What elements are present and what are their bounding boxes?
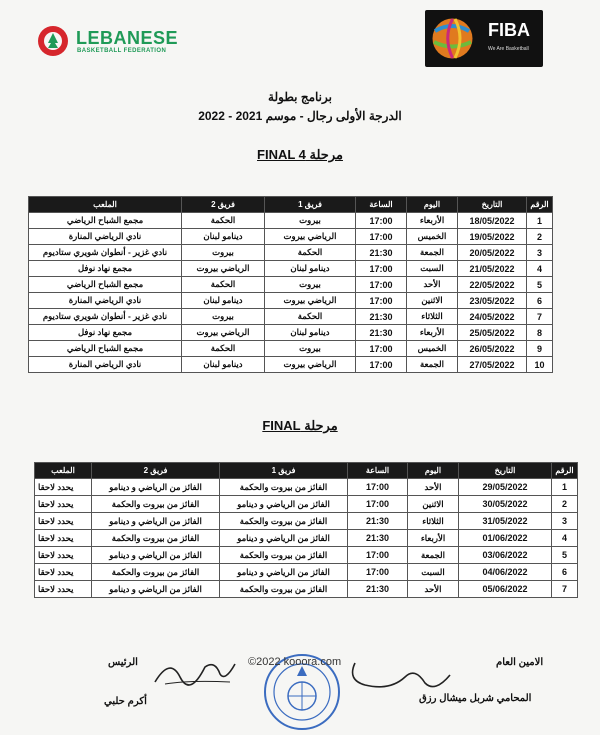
- table-row: [29, 229, 553, 245]
- cell-team1: الحكمة: [265, 309, 356, 325]
- final4-stage-title: مرحلة FINAL 4: [257, 147, 343, 162]
- cell-team1: الرياضي بيروت: [265, 229, 356, 245]
- cell-day: الجمعة: [407, 357, 458, 373]
- cell-team1: الرياضي بيروت: [265, 293, 356, 309]
- cell-team2: الفائز من بيروت والحكمة: [92, 530, 220, 547]
- fiba-ball-icon: [431, 17, 474, 60]
- cell-num: 4: [527, 261, 553, 277]
- president-signature: [150, 652, 240, 692]
- cell-num: 7: [552, 581, 578, 598]
- cell-date: 05/06/2022: [459, 581, 552, 598]
- table-row: [35, 547, 578, 564]
- col-header-day: اليوم: [407, 197, 458, 213]
- cell-team2: الفائز من الرياضي و دينامو: [92, 547, 220, 564]
- cell-date: 31/05/2022: [459, 513, 552, 530]
- cell-date: 27/05/2022: [458, 357, 527, 373]
- cell-venue: مجمع نهاد نوفل: [29, 325, 182, 341]
- cell-team1: دينامو لبنان: [265, 261, 356, 277]
- cell-date: 04/06/2022: [459, 564, 552, 581]
- cell-time: 17:00: [356, 341, 407, 357]
- cell-date: 03/06/2022: [459, 547, 552, 564]
- col-header-date: التاريخ: [459, 463, 552, 479]
- cell-date: 19/05/2022: [458, 229, 527, 245]
- cell-time: 17:00: [348, 479, 408, 496]
- cell-date: 26/05/2022: [458, 341, 527, 357]
- table-row: [29, 261, 553, 277]
- cell-team2: الرياضي بيروت: [182, 325, 265, 341]
- cell-team1: الحكمة: [265, 245, 356, 261]
- cell-num: 1: [527, 213, 553, 229]
- cell-day: الجمعة: [407, 245, 458, 261]
- president-name: أكرم حلبي: [104, 696, 147, 707]
- table-row: [29, 277, 553, 293]
- cell-team1: بيروت: [265, 341, 356, 357]
- table-header-row: [29, 197, 553, 213]
- cell-team1: الفائز من بيروت والحكمة: [220, 547, 348, 564]
- cell-num: 6: [527, 293, 553, 309]
- cell-venue: يحدد لاحقا: [35, 547, 92, 564]
- cell-time: 17:00: [356, 357, 407, 373]
- cell-team2: الحكمة: [182, 277, 265, 293]
- cell-day: الأربعاء: [407, 213, 458, 229]
- col-header-time: الساعة: [348, 463, 408, 479]
- cedar-ball-icon: [36, 24, 70, 58]
- table-row: [35, 496, 578, 513]
- cell-team2: بيروت: [182, 245, 265, 261]
- cell-day: السبت: [407, 261, 458, 277]
- cell-date: 18/05/2022: [458, 213, 527, 229]
- cell-team1: بيروت: [265, 213, 356, 229]
- cell-num: 3: [527, 245, 553, 261]
- cell-num: 5: [552, 547, 578, 564]
- cell-date: 21/05/2022: [458, 261, 527, 277]
- cell-team1: الرياضي بيروت: [265, 357, 356, 373]
- cell-day: الخميس: [407, 341, 458, 357]
- cell-venue: يحدد لاحقا: [35, 530, 92, 547]
- cell-num: 5: [527, 277, 553, 293]
- cell-team2: دينامو لبنان: [182, 357, 265, 373]
- cell-venue: نادي الرياضي المنارة: [29, 229, 182, 245]
- cell-team1: الفائز من الرياضي و دينامو: [220, 530, 348, 547]
- cell-date: 30/05/2022: [459, 496, 552, 513]
- cell-team1: الفائز من الرياضي و دينامو: [220, 496, 348, 513]
- cell-venue: مجمع الشباح الرياضي: [29, 341, 182, 357]
- cell-time: 21:30: [356, 245, 407, 261]
- fiba-tagline: We Are Basketball: [488, 46, 529, 52]
- cell-day: الأحد: [408, 581, 459, 598]
- cell-day: الثلاثاء: [408, 513, 459, 530]
- cell-day: الأربعاء: [407, 325, 458, 341]
- cell-team2: دينامو لبنان: [182, 293, 265, 309]
- cell-team1: دينامو لبنان: [265, 325, 356, 341]
- fiba-logo: [425, 10, 543, 67]
- table-row: [35, 564, 578, 581]
- col-header-team2: فريق 2: [92, 463, 220, 479]
- cell-time: 21:30: [356, 309, 407, 325]
- cell-team1: بيروت: [265, 277, 356, 293]
- cell-time: 17:00: [348, 496, 408, 513]
- fiba-name: FIBA: [488, 20, 530, 40]
- cell-venue: يحدد لاحقا: [35, 513, 92, 530]
- cell-num: 6: [552, 564, 578, 581]
- final4-schedule-table: [28, 196, 553, 373]
- cell-venue: مجمع الشباح الرياضي: [29, 213, 182, 229]
- cell-team1: الفائز من بيروت والحكمة: [220, 581, 348, 598]
- cell-team2: الفائز من الرياضي و دينامو: [92, 513, 220, 530]
- cell-team2: الحكمة: [182, 341, 265, 357]
- cell-day: الخميس: [407, 229, 458, 245]
- lebanese-federation-logo: [36, 22, 186, 60]
- cell-team1: الفائز من الرياضي و دينامو: [220, 564, 348, 581]
- cell-team2: الفائز من الرياضي و دينامو: [92, 479, 220, 496]
- col-header-num: الرقم: [527, 197, 553, 213]
- watermark: ©2022 kooora.com: [248, 656, 342, 668]
- cell-date: 29/05/2022: [459, 479, 552, 496]
- table-header-row: [35, 463, 578, 479]
- cell-time: 21:30: [348, 513, 408, 530]
- table-row: [35, 581, 578, 598]
- cell-date: 25/05/2022: [458, 325, 527, 341]
- cell-day: الأحد: [407, 277, 458, 293]
- cell-time: 17:00: [356, 261, 407, 277]
- cell-date: 20/05/2022: [458, 245, 527, 261]
- cell-team2: الفائز من الرياضي و دينامو: [92, 581, 220, 598]
- cell-num: 4: [552, 530, 578, 547]
- cell-day: الاثنين: [407, 293, 458, 309]
- cell-team2: بيروت: [182, 309, 265, 325]
- cell-venue: يحدد لاحقا: [35, 581, 92, 598]
- cell-time: 17:00: [356, 229, 407, 245]
- col-header-date: التاريخ: [458, 197, 527, 213]
- table-row: [29, 309, 553, 325]
- cell-venue: مجمع نهاد نوفل: [29, 261, 182, 277]
- cell-time: 17:00: [356, 213, 407, 229]
- col-header-venue: الملعب: [35, 463, 92, 479]
- table-row: [35, 479, 578, 496]
- col-header-day: اليوم: [408, 463, 459, 479]
- cell-team2: الرياضي بيروت: [182, 261, 265, 277]
- cell-date: 24/05/2022: [458, 309, 527, 325]
- cell-day: الثلاثاء: [407, 309, 458, 325]
- cell-venue: يحدد لاحقا: [35, 564, 92, 581]
- table-row: [29, 245, 553, 261]
- secretary-signature: [345, 655, 455, 695]
- cell-team2: الحكمة: [182, 213, 265, 229]
- table-row: [29, 293, 553, 309]
- cell-time: 17:00: [348, 547, 408, 564]
- president-title: الرئيس: [108, 657, 138, 668]
- cell-day: الأحد: [408, 479, 459, 496]
- cell-team2: دينامو لبنان: [182, 229, 265, 245]
- document-title: برنامج بطولة: [268, 90, 332, 104]
- cell-venue: يحدد لاحقا: [35, 479, 92, 496]
- cell-num: 10: [527, 357, 553, 373]
- cell-time: 21:30: [348, 530, 408, 547]
- cell-venue: نادي الرياضي المنارة: [29, 357, 182, 373]
- cell-team1: الفائز من بيروت والحكمة: [220, 479, 348, 496]
- final-stage-title: مرحلة FINAL: [262, 418, 338, 433]
- cell-date: 01/06/2022: [459, 530, 552, 547]
- col-header-venue: الملعب: [29, 197, 182, 213]
- table-row: [29, 341, 553, 357]
- cell-venue: يحدد لاحقا: [35, 496, 92, 513]
- cell-venue: نادي غزير - أنطوان شويري ستاديوم: [29, 309, 182, 325]
- cell-num: 2: [552, 496, 578, 513]
- table-row: [29, 325, 553, 341]
- table-row: [35, 530, 578, 547]
- cell-num: 7: [527, 309, 553, 325]
- cell-num: 9: [527, 341, 553, 357]
- cell-num: 3: [552, 513, 578, 530]
- cell-time: 21:30: [356, 325, 407, 341]
- final-schedule-table: [34, 462, 578, 598]
- cell-venue: مجمع الشباح الرياضي: [29, 277, 182, 293]
- secretary-title: الامين العام: [496, 657, 544, 668]
- cell-venue: نادي غزير - أنطوان شويري ستاديوم: [29, 245, 182, 261]
- table-row: [35, 513, 578, 530]
- document-subtitle: الدرجة الأولى رجال - موسم 2021 - 2022: [198, 109, 402, 123]
- cell-date: 23/05/2022: [458, 293, 527, 309]
- cell-time: 21:30: [348, 581, 408, 598]
- cell-num: 1: [552, 479, 578, 496]
- lbf-subtitle: BASKETBALL FEDERATION: [77, 48, 167, 54]
- cell-num: 8: [527, 325, 553, 341]
- cell-venue: نادي الرياضي المنارة: [29, 293, 182, 309]
- col-header-time: الساعة: [356, 197, 407, 213]
- cell-team1: الفائز من بيروت والحكمة: [220, 513, 348, 530]
- cell-team2: الفائز من بيروت والحكمة: [92, 496, 220, 513]
- secretary-name: المحامي شربل ميشال رزق: [419, 693, 532, 704]
- col-header-team2: فريق 2: [182, 197, 265, 213]
- col-header-team1: فريق 1: [265, 197, 356, 213]
- cell-day: الاثنين: [408, 496, 459, 513]
- cell-num: 2: [527, 229, 553, 245]
- cell-date: 22/05/2022: [458, 277, 527, 293]
- table-row: [29, 357, 553, 373]
- col-header-team1: فريق 1: [220, 463, 348, 479]
- cell-time: 17:00: [356, 277, 407, 293]
- cell-day: الأربعاء: [408, 530, 459, 547]
- cell-time: 17:00: [348, 564, 408, 581]
- table-row: [29, 213, 553, 229]
- cell-time: 17:00: [356, 293, 407, 309]
- cell-day: الجمعة: [408, 547, 459, 564]
- cell-day: السبت: [408, 564, 459, 581]
- col-header-num: الرقم: [552, 463, 578, 479]
- cell-team2: الفائز من بيروت والحكمة: [92, 564, 220, 581]
- lbf-name: LEBANESE: [76, 28, 179, 48]
